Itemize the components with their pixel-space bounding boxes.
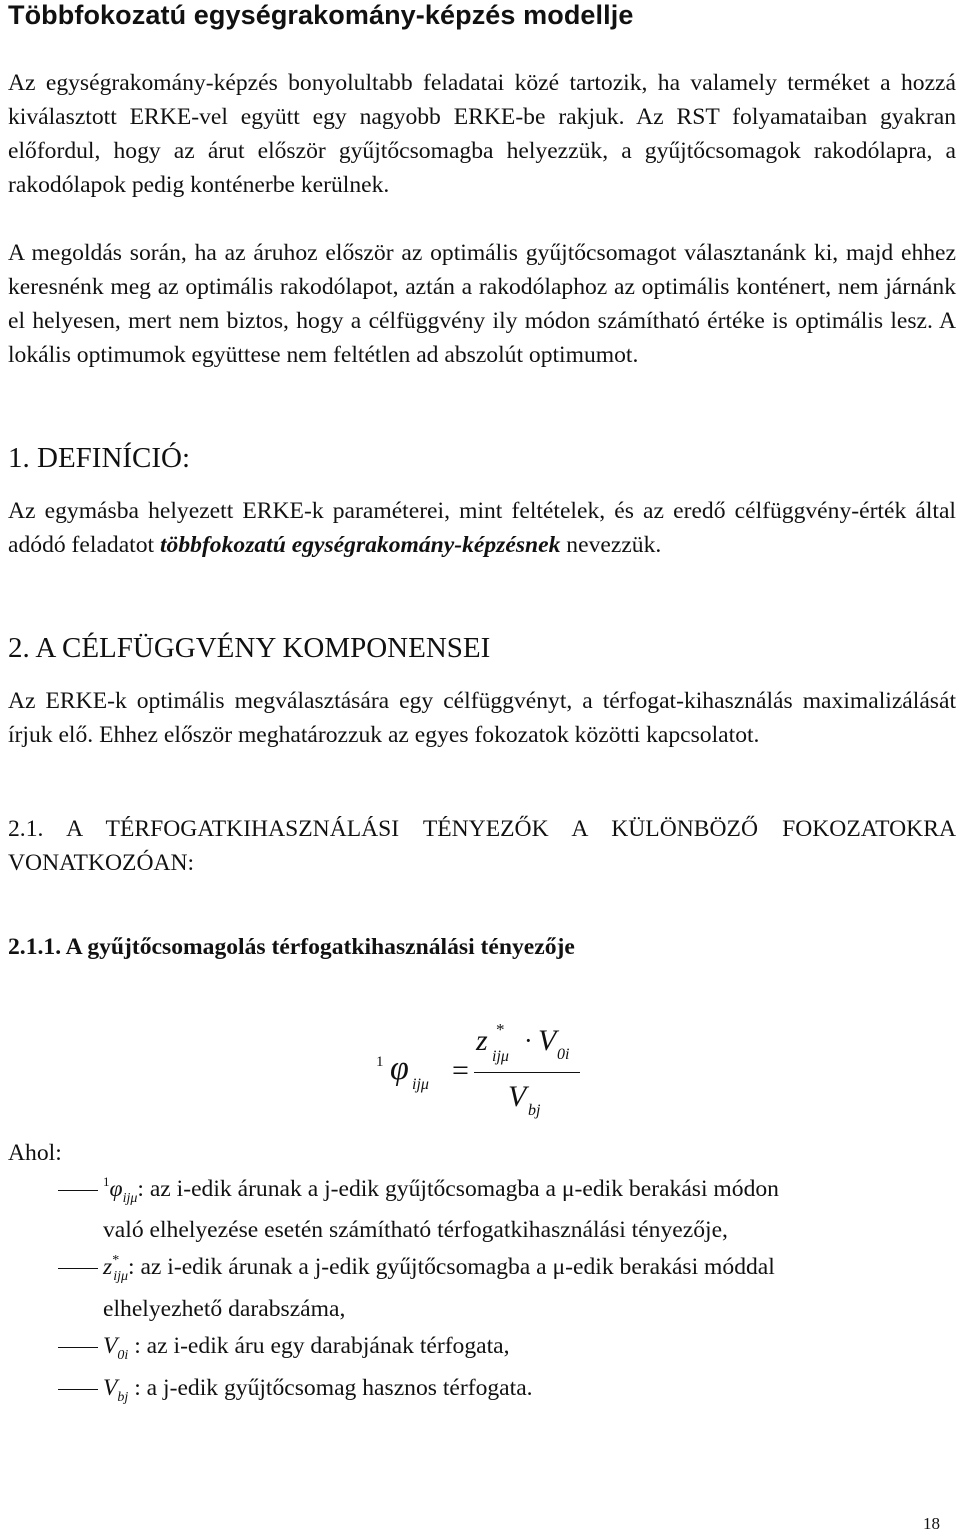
- definition-paragraph: [8, 494, 956, 562]
- definition-text: : a j-edik gyűjtőcsomag hasznos térfogata.: [134, 1375, 533, 1401]
- formula-z-subscript: ijμ: [492, 1048, 509, 1065]
- definition-text: : az i-edik árunak a j-edik gyűjtőcsomagba a μ-edik berakási módon: [137, 1176, 779, 1202]
- section-2-1-1-heading: 2.1.1. A gyűjtőcsomagolás térfogatkihasználási tényezője: [8, 934, 575, 960]
- dash-marker: [58, 1190, 98, 1191]
- section-2-heading: 2. A CÉLFÜGGVÉNY KOMPONENSEI: [8, 632, 491, 664]
- section-2-1-heading: 2.1. A TÉRFOGATKIHASZNÁLÁSI TÉNYEZŐK A KÜLÖNBÖZŐ FOKOZATOKRA VONATKOZÓAN:: [8, 816, 956, 876]
- page-number: 18: [923, 1514, 940, 1533]
- formula-v0-subscript: 0i: [557, 1046, 570, 1063]
- dash-marker: [58, 1268, 98, 1269]
- formula-vb-subscript: bj: [528, 1102, 541, 1119]
- definition-text-continued: elhelyezhető darabszáma,: [103, 1296, 346, 1322]
- definition-item-v0: [103, 1329, 510, 1367]
- definition-text-continued: való elhelyezése esetén számítható térfogatkihasználási tényezője,: [103, 1217, 728, 1243]
- formula-z: z: [476, 1024, 488, 1057]
- intro-paragraph-2: A megoldás során, ha az áruhoz először az optimális gyűjtőcsomagot választanánk ki, majd ehhez keresnénk meg az optimális rakodólapot, aztán a rakodólaphoz az optimális konténert, nem járnánk el helyesen, mert nem biztos, hogy a célfüggvény ily módon számítható értéke is optimális lesz. A lokális optimumok együttese nem feltétlen ad abszolút optimumot.: [8, 240, 956, 368]
- z-star-symbol: $z^*_{ij\mu}$: [103, 1253, 128, 1284]
- formula-equals: =: [452, 1054, 469, 1087]
- page-title: Többfokozatú egységrakomány-képzés modellje: [8, 0, 634, 30]
- where-label: Ahol:: [8, 1140, 62, 1166]
- definition-text: : az i-edik áru egy darabjának térfogata,: [134, 1333, 510, 1359]
- definition-item-z: [103, 1250, 775, 1288]
- formula-fraction-bar: [474, 1072, 580, 1073]
- vb-symbol: $V_{bj}$: [103, 1375, 129, 1405]
- phi-symbol: $^1\varphi_{ij\mu}$: [103, 1174, 138, 1206]
- formula-vb: V: [508, 1080, 527, 1113]
- definition-text: : az i-edik árunak a j-edik gyűjtőcsomagba a μ-edik berakási móddal: [128, 1254, 775, 1280]
- definition-item-vb: [103, 1371, 533, 1409]
- dash-marker: [58, 1347, 98, 1348]
- definition-heading: 1. DEFINÍCIÓ:: [8, 442, 191, 474]
- definition-text-after: nevezzük.: [560, 532, 662, 558]
- definition-item-phi: [103, 1172, 779, 1210]
- utilization-formula: [372, 1020, 602, 1130]
- definition-emphasis: többfokozatú egységrakomány-képzésnek: [160, 532, 561, 558]
- formula-phi-subscript: ijμ: [412, 1076, 429, 1093]
- formula-phi-symbol: φ: [390, 1050, 409, 1087]
- formula-v0: V: [538, 1024, 557, 1057]
- dash-marker: [58, 1389, 98, 1390]
- formula-lhs-superscript: 1: [376, 1054, 384, 1070]
- section-2-paragraph: Az ERKE-k optimális megválasztására egy célfüggvényt, a térfogat-kihasználás maximalizálását írjuk elő. Ehhez először meghatározzuk az egyes fokozatok közötti kapcsolatot.: [8, 688, 956, 748]
- intro-paragraph-1: Az egységrakomány-képzés bonyolultabb feladatai közé tartozik, ha valamely terméket a hozzá kiválasztott ERKE-vel együtt egy nagyobb ERKE-be rakjuk. Az RST folyamataiban gyakran előfordul, hogy az árut először gyűjtőcsomagba helyezzük, a gyűjtőcsomagok rakodólapra, a rakodólapok pedig konténerbe kerülnek.: [8, 70, 956, 198]
- formula-z-star: *: [496, 1020, 505, 1039]
- v0-symbol: $V_{0i}$: [103, 1333, 129, 1363]
- formula-dot: ·: [524, 1026, 533, 1055]
- definition-text-before: Az egymásba helyezett ERKE-k paraméterei, mint feltételek, és az eredő célfüggvény-érték által adódó feladatot: [8, 498, 956, 558]
